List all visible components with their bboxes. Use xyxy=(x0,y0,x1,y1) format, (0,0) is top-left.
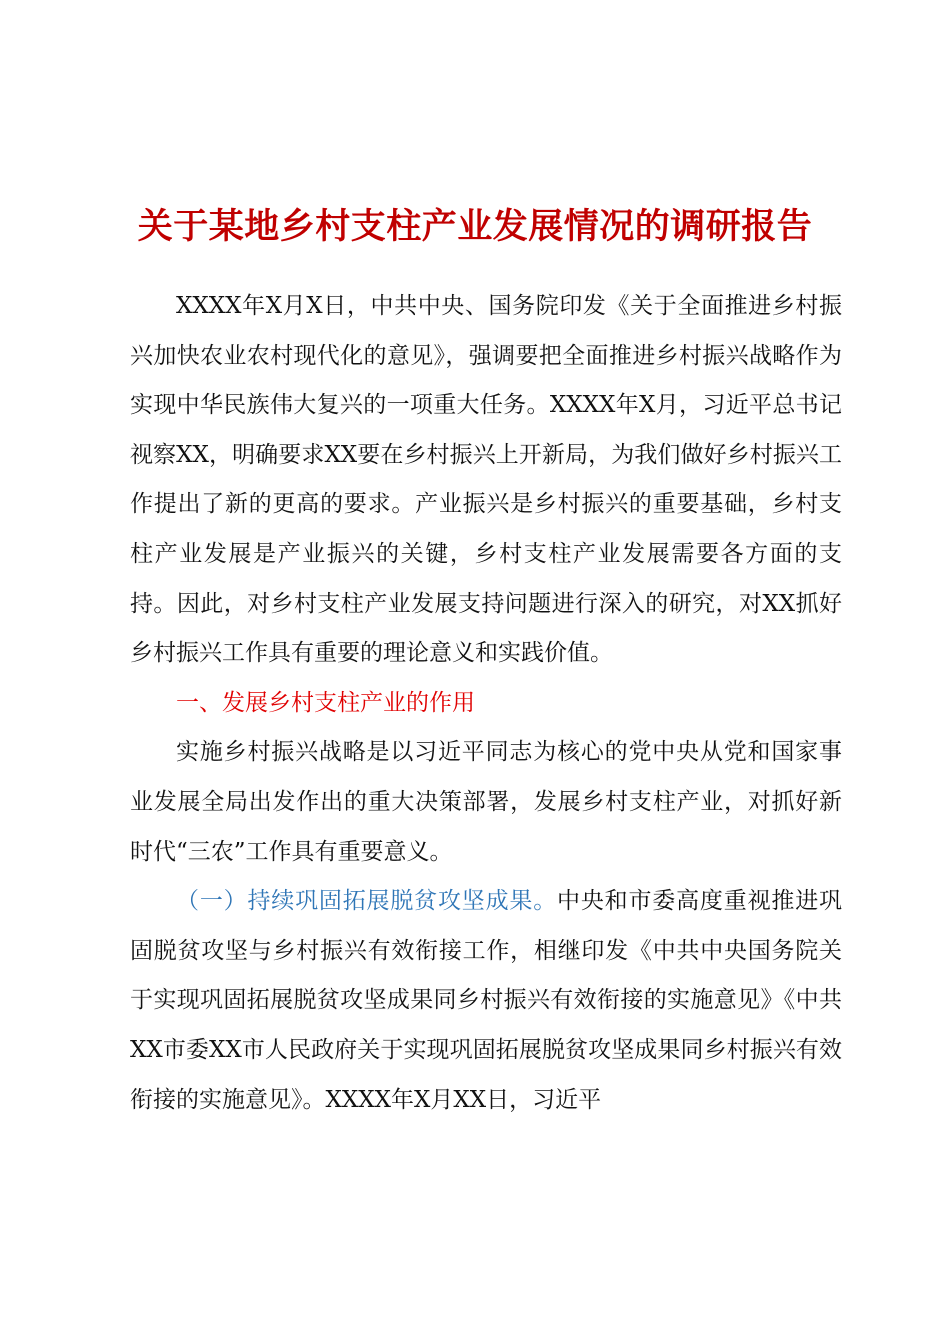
document-body xyxy=(130,282,842,1125)
subsection-1-paragraph xyxy=(130,877,842,1125)
subsection-heading-1: （一）持续巩固拓展脱贫攻坚成果。 xyxy=(176,888,558,915)
intro-paragraph: XXXX年X月X日，中共中央、国务院印发《关于全面推进乡村振兴加快农业农村现代化的意见》，强调要把全面推进乡村振兴战略作为实现中华民族伟大复兴的一项重大任务。XXXX年X月，习近平总书记视察XX，明确要求XX要在乡村振兴上开新局，为我们做好乡村振兴工作提出了新的更高的要求。产业振兴是乡村振兴的重要基础，乡村支柱产业发展是产业振兴的关键，乡村支柱产业发展需要各方面的支持。因此，对乡村支柱产业发展支持问题进行深入的研究，对XX抓好乡村振兴工作具有重要的理论意义和实践价值。 xyxy=(130,293,842,667)
section-1-paragraph: 实施乡村振兴战略是以习近平同志为核心的党中央从党和国家事业发展全局出发作出的重大决策部署，发展乡村支柱产业，对抓好新时代“三农”工作具有重要意义。 xyxy=(130,739,842,865)
section-heading-1: 一、发展乡村支柱产业的作用 xyxy=(176,689,475,716)
document-title: 关于某地乡村支柱产业发展情况的调研报告 xyxy=(137,206,813,247)
subsection-1-text: 中央和市委高度重视推进巩固脱贫攻坚与乡村振兴有效衔接工作，相继印发《中共中央国务院关于实现巩固拓展脱贫攻坚成果同乡村振兴有效衔接的实施意见》《中共XX市委XX市人民政府关于实现巩固拓展脱贫攻坚成果同乡村振兴有效衔接的实施意见》。XXXX年X月XX日，习近平 xyxy=(130,888,843,1113)
